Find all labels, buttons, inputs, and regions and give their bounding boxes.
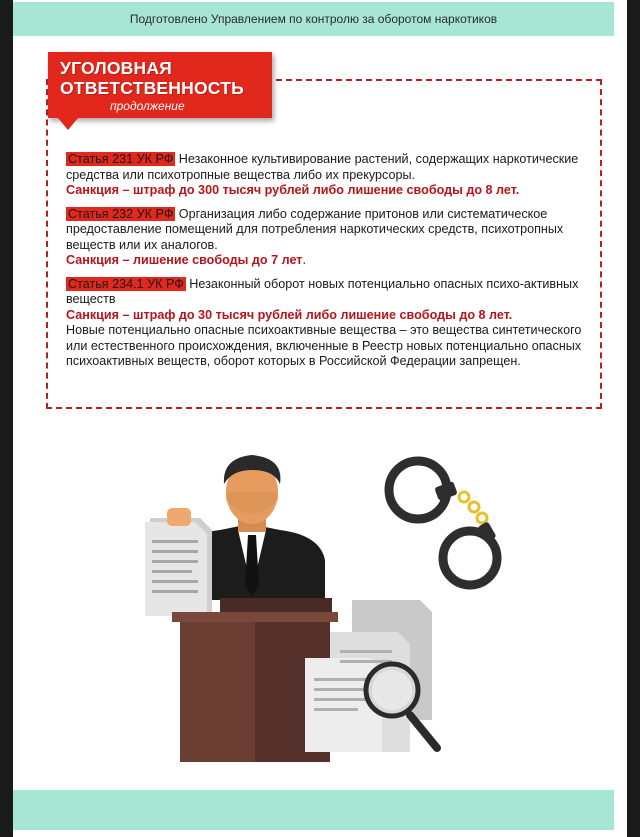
article-tag: Статья 234.1 УК РФ bbox=[68, 276, 184, 291]
article-tag: Статья 232 УК РФ bbox=[68, 206, 174, 221]
article-tag: Статья 231 УК РФ bbox=[68, 152, 174, 166]
article-text: Незаконный оборот новых потенциально опасных психо-активных веществ bbox=[66, 276, 579, 306]
article-text: Организация либо содержание притонов или систематическое предоставление помещений для потребления наркотических средств, психотропных веществ или их аналогов. bbox=[66, 206, 564, 252]
article-text: Незаконное культивирование растений, содержащих наркотические средства или психотропные вещества либо их прекурсоры. bbox=[66, 152, 579, 182]
page-subtitle: продолжение bbox=[110, 99, 185, 113]
header-text: Подготовлено Управлением по контролю за оборотом наркотиков bbox=[129, 12, 498, 26]
document-icon bbox=[145, 508, 212, 616]
article-note: Новые потенциально опасные психоактивные вещества – это вещества синтетического или естественного происхождения, включенные в Реестр новых потенциально опасных психоактивных веществ, оборот которых в Российской Федерации запрещен. bbox=[66, 323, 582, 368]
article-sanction: Санкция – штраф до 300 тысяч рублей либо лишение свободы до 8 лет. bbox=[66, 183, 520, 197]
article-sanction: Санкция – лишение свободы до 7 лет bbox=[66, 253, 303, 267]
handcuffs-icon bbox=[389, 461, 497, 585]
page-title: УГОЛОВНАЯ ОТВЕТСТВЕННОСТЬ bbox=[60, 58, 244, 98]
footer-bar bbox=[13, 790, 614, 830]
article-sanction: Санкция – штраф до 30 тысяч рублей либо лишение свободы до 8 лет. bbox=[66, 307, 513, 322]
sanction-suffix: . bbox=[302, 253, 306, 267]
